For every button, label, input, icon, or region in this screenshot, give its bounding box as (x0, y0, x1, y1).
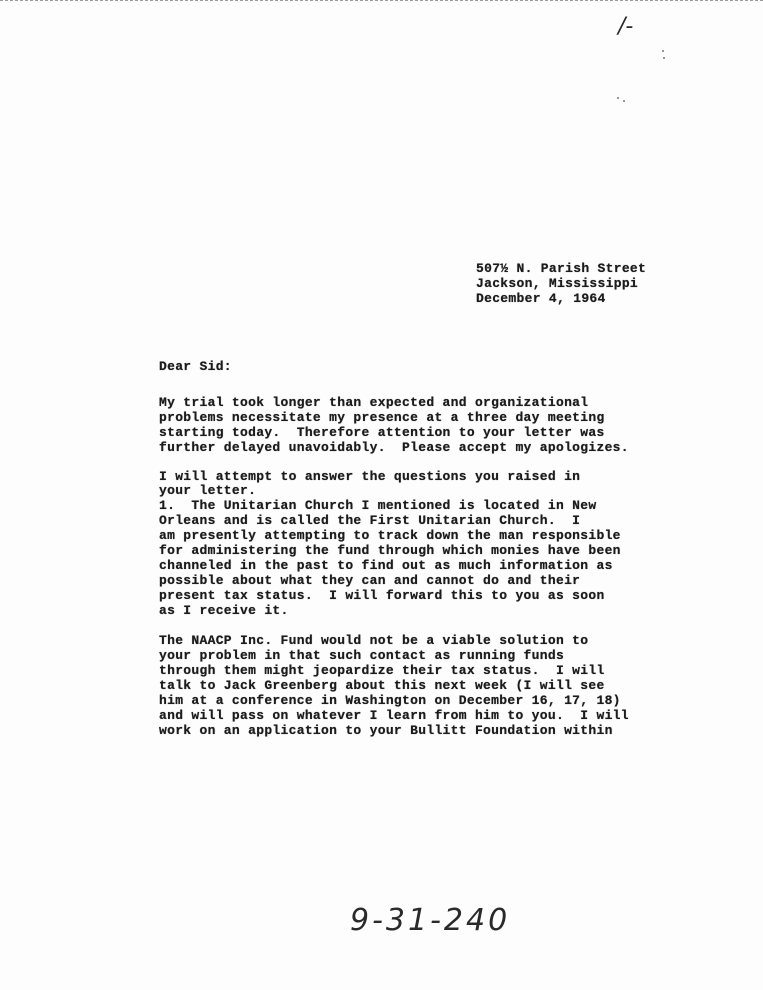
paragraph-line: problems necessitate my presence at a three day meeting (159, 410, 605, 425)
paragraph-line: your letter. (159, 483, 257, 498)
address-city: Jackson, Mississippi (476, 276, 639, 291)
handwritten-file-number: 9-31-240 (350, 903, 511, 938)
paragraph-line: starting today. Therefore attention to your letter was (159, 425, 605, 440)
paragraph-line: your problem in that such contact as running funds (159, 648, 565, 663)
paragraph-line: further delayed unavoidably. Please accept my apologizes. (159, 440, 629, 455)
paragraph-line: Orleans and is called the First Unitarian Church. I (159, 513, 581, 528)
paragraph-line: as I receive it. (159, 603, 289, 618)
paragraph-line: present tax status. I will forward this to you as soon (159, 588, 605, 603)
paragraph-line: channeled in the past to find out as much information as (159, 558, 613, 573)
paragraph-line: for administering the fund through which monies have been (159, 543, 621, 558)
paragraph-line: 1. The Unitarian Church I mentioned is located in New (159, 498, 597, 513)
paragraph-line: through them might jeopardize their tax status. I will (159, 663, 605, 678)
paragraph-line: My trial took longer than expected and organizational (159, 395, 589, 410)
top-border (0, 0, 763, 1)
address-street: 507½ N. Parish Street (476, 261, 647, 276)
speck (662, 50, 664, 52)
speck (623, 100, 625, 102)
paragraph-line: possible about what they can and cannot do and their (159, 573, 581, 588)
corner-scribble: /- (618, 14, 634, 39)
paragraph-line: am presently attempting to track down the man responsible (159, 528, 621, 543)
speck (617, 97, 619, 99)
speck (663, 57, 665, 59)
paragraph-line: The NAACP Inc. Fund would not be a viable solution to (159, 633, 589, 648)
paragraph-line: him at a conference in Washington on December 16, 17, 18) (159, 693, 621, 708)
paragraph-line: work on an application to your Bullitt Foundation within (159, 723, 613, 738)
paragraph-line: and will pass on whatever I learn from him to you. I will (159, 708, 629, 723)
letter-date: December 4, 1964 (476, 291, 606, 306)
paragraph-line: I will attempt to answer the questions you raised in (159, 469, 581, 484)
salutation: Dear Sid: (159, 359, 232, 374)
paragraph-line: talk to Jack Greenberg about this next week (I will see (159, 678, 605, 693)
